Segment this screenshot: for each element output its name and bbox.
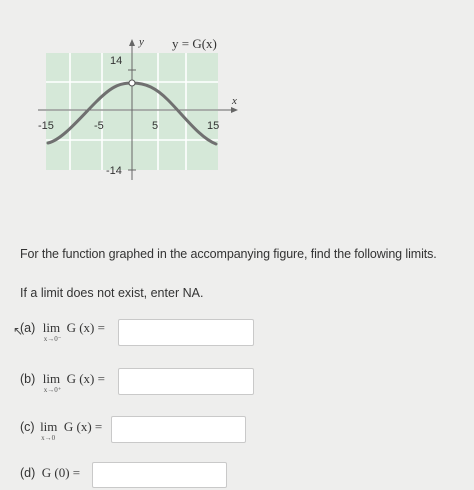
part-label: (b): [20, 372, 36, 386]
lim-text: lim: [42, 320, 61, 335]
cursor-icon: ↖: [13, 324, 24, 338]
limit-expression: G (x) =: [63, 419, 103, 434]
answer-input-c[interactable]: [111, 416, 246, 443]
question-text: For the function graphed in the accompanying figure, find the following limits.: [20, 247, 437, 261]
answer-input-a[interactable]: [118, 319, 254, 346]
x-tick-label: 15: [207, 120, 220, 132]
part-d: [20, 465, 80, 481]
function-graph: [0, 0, 474, 240]
limit-expression: G (x) =: [66, 320, 105, 335]
limit-expression: G (x) =: [66, 371, 105, 386]
answer-input-d[interactable]: [92, 462, 227, 488]
y-tick-label-top: 14: [110, 55, 123, 67]
y-axis-label: y: [139, 36, 144, 48]
x-tick-label: -15: [38, 120, 54, 132]
limit-operator: [42, 320, 62, 343]
x-tick-label: -5: [94, 120, 104, 132]
answer-input-b[interactable]: [118, 368, 254, 395]
y-axis-arrow-icon: [129, 39, 135, 46]
part-label: (c): [20, 420, 35, 434]
x-axis-label: x: [232, 95, 237, 107]
limit-subscript: x→0⁻: [43, 335, 62, 343]
x-tick-label: 5: [152, 120, 159, 132]
part-a: [20, 320, 105, 343]
limit-subscript: x→0⁺: [43, 386, 62, 394]
lim-text: lim: [40, 419, 58, 434]
part-label: (a): [20, 321, 36, 335]
limit-operator: [42, 371, 62, 394]
lim-text: lim: [42, 371, 61, 386]
part-label: (d): [20, 466, 36, 480]
x-axis-arrow-icon: [231, 107, 238, 113]
function-label: y = G(x): [172, 36, 217, 51]
y-tick-label-bottom: -14: [106, 165, 122, 177]
limit-subscript: x→0: [41, 434, 56, 442]
open-circle-marker: [129, 80, 135, 86]
instruction-text: If a limit does not exist, enter NA.: [20, 286, 204, 300]
part-c: [20, 419, 103, 442]
part-b: [20, 371, 105, 394]
limit-operator: [40, 419, 58, 442]
function-value-expression: G (0) =: [41, 465, 81, 480]
